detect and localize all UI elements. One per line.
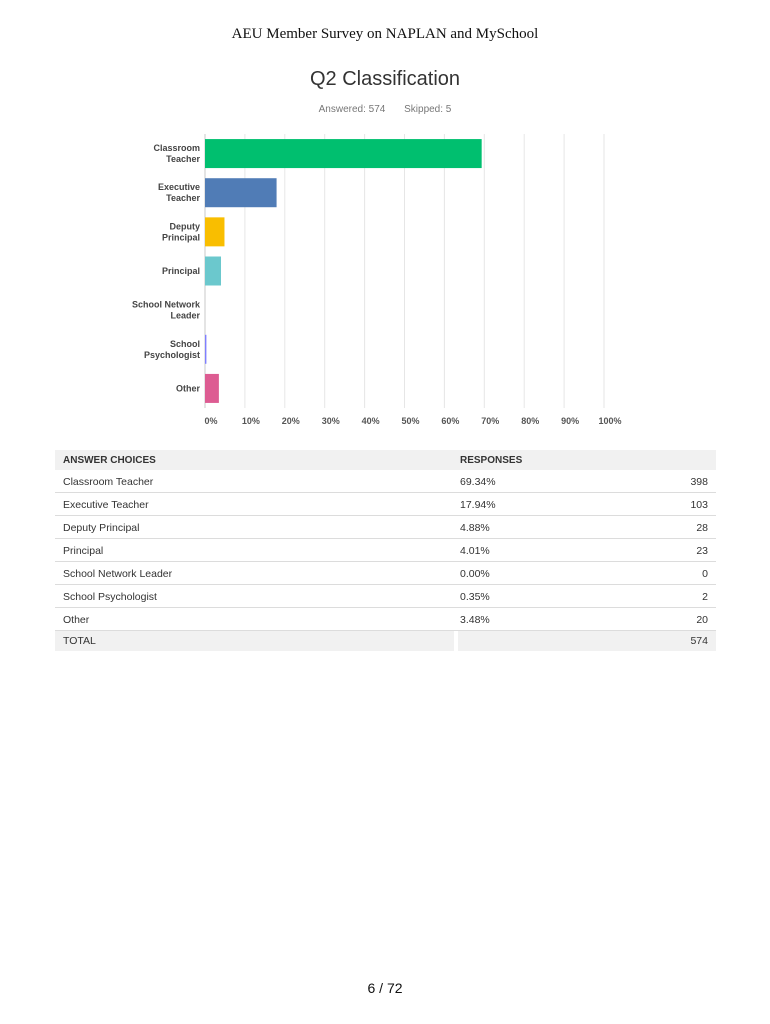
document-header: AEU Member Survey on NAPLAN and MySchool	[231, 26, 539, 42]
response-count: 398	[690, 476, 708, 488]
x-tick-label: 100%	[598, 416, 622, 426]
bar	[205, 335, 206, 364]
response-percent: 4.88%	[460, 522, 490, 534]
category-label: Teacher	[166, 154, 200, 165]
category-label: Other	[175, 383, 200, 394]
response-cell	[452, 493, 716, 515]
answer-choice: Deputy Principal	[63, 522, 140, 534]
table-row	[55, 493, 716, 516]
x-tick-label: 90%	[561, 416, 580, 426]
response-cell	[452, 539, 716, 561]
table-row	[55, 539, 716, 562]
response-count: 2	[702, 591, 708, 603]
answer-choice: Other	[63, 614, 90, 626]
category-label: Psychologist	[143, 349, 200, 360]
bar	[205, 139, 482, 168]
x-tick-label: 30%	[321, 416, 340, 426]
table-row	[55, 516, 716, 539]
category-label: Deputy	[169, 221, 200, 232]
category-label: Principal	[161, 232, 200, 243]
response-cell	[452, 516, 716, 538]
response-count: 23	[696, 545, 708, 557]
response-percent: 0.00%	[460, 568, 490, 580]
table-row	[55, 470, 716, 493]
x-tick-label: 50%	[401, 416, 420, 426]
header-responses: RESPONSES	[460, 454, 523, 466]
response-count: 103	[690, 499, 708, 511]
response-count: 20	[696, 614, 708, 626]
total-label: TOTAL	[63, 635, 96, 647]
x-tick-label: 60%	[441, 416, 460, 426]
response-percent: 3.48%	[460, 614, 490, 626]
response-cell	[452, 562, 716, 584]
answer-choice: Executive Teacher	[63, 499, 149, 511]
table-row	[55, 608, 716, 631]
response-cell	[452, 470, 716, 492]
response-percent: 4.01%	[460, 545, 490, 557]
bar	[205, 178, 277, 207]
category-label: School	[169, 338, 200, 349]
category-label: Principal	[161, 266, 200, 276]
response-percent: 69.34%	[460, 476, 496, 488]
x-tick-label: 40%	[361, 416, 380, 426]
bar	[205, 217, 224, 246]
category-label: Executive	[157, 182, 200, 193]
classification-bar-chart	[0, 126, 770, 436]
response-count: 0	[702, 568, 708, 580]
response-percent: 0.35%	[460, 591, 490, 603]
answer-choice: School Network Leader	[63, 568, 173, 580]
category-label: Leader	[170, 310, 200, 321]
table-total-row	[55, 631, 716, 651]
bar	[205, 374, 219, 403]
answer-choice: School Psychologist	[63, 591, 157, 603]
table-row	[55, 585, 716, 608]
response-cell	[452, 608, 716, 630]
x-tick-label: 70%	[481, 416, 500, 426]
answered-count: Answered: 574	[318, 104, 386, 115]
question-title: Q2 Classification	[309, 68, 461, 90]
category-label: Teacher	[166, 193, 200, 204]
answer-choice: Principal	[63, 545, 104, 557]
response-cell	[452, 585, 716, 607]
responses-table	[55, 450, 716, 651]
answer-choice: Classroom Teacher	[63, 476, 154, 488]
x-tick-label: 80%	[521, 416, 540, 426]
table-row	[55, 562, 716, 585]
skipped-count: Skipped: 5	[404, 104, 452, 115]
total-count: 574	[690, 635, 708, 647]
total-responses	[454, 631, 716, 651]
response-count: 28	[696, 522, 708, 534]
x-tick-label: 0%	[204, 416, 218, 426]
table-body	[55, 470, 716, 631]
page-number: 6 / 72	[367, 980, 403, 996]
table-header-row	[55, 450, 716, 470]
question-stats	[0, 104, 770, 115]
bar	[205, 257, 221, 286]
x-tick-label: 20%	[281, 416, 300, 426]
category-label: School Network	[131, 299, 200, 310]
response-percent: 17.94%	[460, 499, 496, 511]
x-tick-label: 10%	[241, 416, 260, 426]
category-label: Classroom	[153, 143, 200, 154]
header-answer-choices: ANSWER CHOICES	[63, 454, 156, 466]
